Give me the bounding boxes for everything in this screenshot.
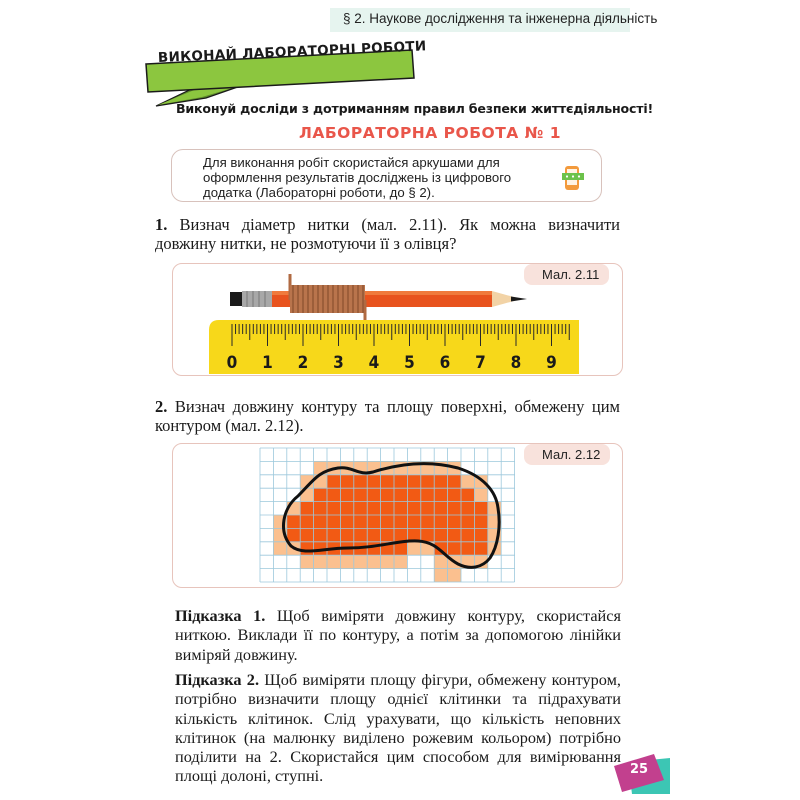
ruler-number: 5 bbox=[404, 353, 415, 373]
partial-cell bbox=[394, 555, 407, 568]
ruler-number: 9 bbox=[546, 353, 557, 373]
full-cell bbox=[394, 502, 407, 515]
full-cell bbox=[381, 528, 394, 541]
figure-label: Мал. 2.11 bbox=[524, 264, 609, 285]
hint-title: Підказка 1. bbox=[175, 606, 266, 625]
full-cell bbox=[421, 515, 434, 528]
full-cell bbox=[448, 542, 461, 555]
full-cell bbox=[434, 502, 447, 515]
full-cell bbox=[461, 515, 474, 528]
smartphone-app-icon[interactable] bbox=[562, 165, 584, 191]
partial-cell bbox=[354, 555, 367, 568]
full-cell bbox=[314, 502, 327, 515]
full-cell bbox=[367, 515, 380, 528]
hint-title: Підказка 2. bbox=[175, 670, 260, 689]
full-cell bbox=[354, 515, 367, 528]
full-cell bbox=[340, 475, 353, 488]
full-cell bbox=[421, 475, 434, 488]
partial-cell bbox=[434, 555, 447, 568]
full-cell bbox=[474, 528, 487, 541]
section-title: § 2. Наукове дослідження та інженерна діяльність bbox=[343, 11, 658, 26]
ruler-number: 2 bbox=[297, 353, 309, 373]
hint-text: Щоб виміряти площу фігури, обмежену контуром, потрібно визначити площу однієї клітинки та підрахувати кількість клітинок. Слід урахувати, що кількість неповних клітинок (на малюнку виділено рожевим кольором) потрібно поділити на 2. Скористайся цим способом для вимірювання площі долоні, ступні. bbox=[175, 670, 621, 786]
full-cell bbox=[327, 475, 340, 488]
partial-cell bbox=[434, 569, 447, 582]
safety-note: Виконуй досліди з дотриманням правил безпеки життєдіяльності! bbox=[176, 101, 654, 116]
full-cell bbox=[300, 542, 313, 555]
full-cell bbox=[394, 515, 407, 528]
partial-cell bbox=[461, 475, 474, 488]
full-cell bbox=[448, 502, 461, 515]
partial-cell bbox=[300, 555, 313, 568]
full-cell bbox=[394, 475, 407, 488]
full-cell bbox=[300, 528, 313, 541]
task-number: 2. bbox=[155, 397, 168, 416]
full-cell bbox=[300, 515, 313, 528]
full-cell bbox=[314, 528, 327, 541]
full-cell bbox=[340, 528, 353, 541]
full-cell bbox=[448, 475, 461, 488]
figure-label: Мал. 2.12 bbox=[524, 444, 610, 465]
hint-1 bbox=[175, 606, 621, 664]
partial-cell bbox=[474, 488, 487, 501]
task-text: Визнач довжину контуру та площу поверхні, обмежену цим контуром (мал. 2.12). bbox=[155, 397, 621, 435]
pencil-ruler-illustration bbox=[205, 270, 585, 375]
full-cell bbox=[434, 488, 447, 501]
partial-cell bbox=[340, 555, 353, 568]
task-text: Визнач діаметр нитки (мал. 2.11). Як можна визначити довжину нитки, не розмотуючи її з олівця? bbox=[155, 215, 621, 253]
full-cell bbox=[474, 502, 487, 515]
partial-cell bbox=[327, 555, 340, 568]
full-cell bbox=[461, 528, 474, 541]
full-cell bbox=[340, 515, 353, 528]
full-cell bbox=[367, 475, 380, 488]
full-cell bbox=[448, 488, 461, 501]
full-cell bbox=[434, 475, 447, 488]
full-cell bbox=[407, 475, 420, 488]
full-cell bbox=[461, 502, 474, 515]
ruler-number: 3 bbox=[333, 353, 344, 373]
partial-cell bbox=[314, 555, 327, 568]
full-cell bbox=[461, 488, 474, 501]
full-cell bbox=[354, 475, 367, 488]
partial-cell bbox=[273, 542, 286, 555]
ruler-number: 0 bbox=[226, 353, 238, 373]
area-grid bbox=[258, 446, 518, 586]
ruler-number: 1 bbox=[262, 353, 273, 373]
partial-cell bbox=[448, 569, 461, 582]
page-number: 25 bbox=[630, 762, 649, 777]
banner-label: ВИКОНАЙ ЛАБОРАТОРНІ РОБОТИ bbox=[157, 38, 427, 66]
full-cell bbox=[354, 528, 367, 541]
ruler-number: 4 bbox=[368, 353, 380, 373]
pencil-eraser bbox=[230, 292, 242, 306]
full-cell bbox=[421, 502, 434, 515]
task-2 bbox=[155, 397, 620, 435]
ruler-number: 7 bbox=[475, 353, 486, 373]
full-cell bbox=[300, 502, 313, 515]
full-cell bbox=[421, 528, 434, 541]
partial-cell bbox=[381, 555, 394, 568]
full-cell bbox=[434, 515, 447, 528]
full-cell bbox=[340, 502, 353, 515]
full-cell bbox=[314, 488, 327, 501]
task-1 bbox=[155, 215, 620, 253]
full-cell bbox=[448, 515, 461, 528]
hint-text: Щоб виміряти довжину контуру, скористайся ниткою. Виклади її по контуру, а потім за допомогою лінійки виміряй довжину. bbox=[175, 606, 621, 664]
full-cell bbox=[327, 502, 340, 515]
full-cell bbox=[381, 515, 394, 528]
full-cell bbox=[394, 488, 407, 501]
full-cell bbox=[434, 528, 447, 541]
full-cell bbox=[394, 528, 407, 541]
info-box-text: Для виконання робіт скористайся аркушами для оформлення результатів досліджень із цифрового додатка (Лабораторні роботи, до § 2). bbox=[203, 155, 512, 200]
full-cell bbox=[461, 542, 474, 555]
full-cell bbox=[407, 488, 420, 501]
hint-2 bbox=[175, 670, 621, 786]
full-cell bbox=[474, 515, 487, 528]
full-cell bbox=[407, 502, 420, 515]
full-cell bbox=[367, 528, 380, 541]
partial-cell bbox=[407, 542, 420, 555]
full-cell bbox=[327, 515, 340, 528]
full-cell bbox=[367, 488, 380, 501]
full-cell bbox=[354, 488, 367, 501]
full-cell bbox=[421, 488, 434, 501]
full-cell bbox=[287, 515, 300, 528]
full-cell bbox=[287, 528, 300, 541]
full-cell bbox=[381, 475, 394, 488]
full-cell bbox=[314, 515, 327, 528]
full-cell bbox=[354, 502, 367, 515]
task-number: 1. bbox=[155, 215, 168, 234]
ruler-number: 6 bbox=[439, 353, 451, 373]
full-cell bbox=[327, 528, 340, 541]
partial-cell bbox=[367, 555, 380, 568]
full-cell bbox=[327, 488, 340, 501]
full-cell bbox=[474, 542, 487, 555]
lab-title: ЛАБОРАТОРНА РОБОТА № 1 bbox=[298, 124, 561, 142]
full-cell bbox=[367, 542, 380, 555]
full-cell bbox=[448, 528, 461, 541]
full-cell bbox=[407, 515, 420, 528]
full-cell bbox=[381, 488, 394, 501]
ruler-number: 8 bbox=[510, 353, 522, 373]
full-cell bbox=[340, 488, 353, 501]
full-cell bbox=[367, 502, 380, 515]
full-cell bbox=[381, 502, 394, 515]
